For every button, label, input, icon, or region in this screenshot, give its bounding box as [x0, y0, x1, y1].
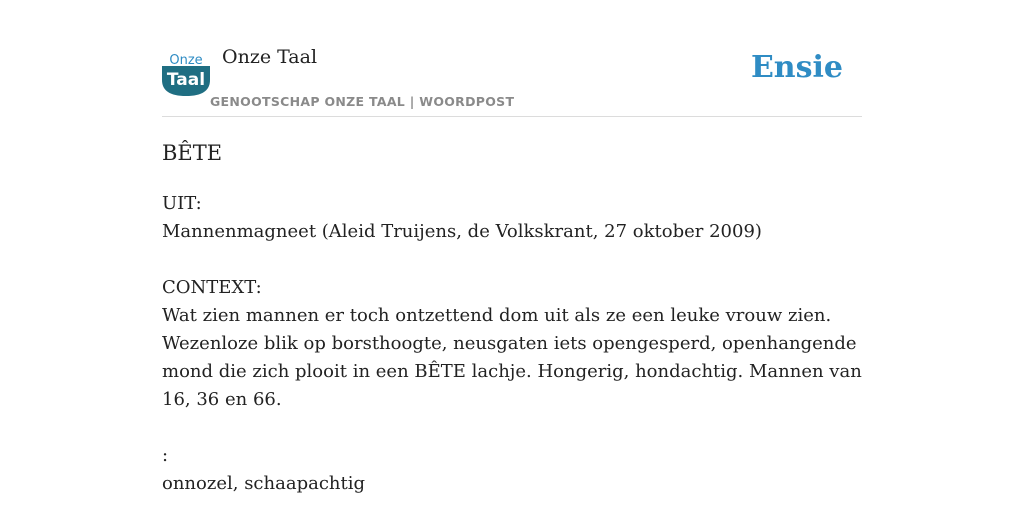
meaning-text: onnozel, schaapachtig	[162, 473, 366, 494]
site-header	[162, 40, 862, 117]
spacer	[162, 246, 862, 274]
source-label: UIT:	[162, 193, 202, 214]
logo-line2: Taal	[166, 70, 206, 90]
context-label: CONTEXT:	[162, 277, 262, 298]
spacer	[162, 414, 862, 442]
entry-title: BÊTE	[162, 141, 223, 165]
meaning-label: :	[162, 445, 169, 466]
entry-body	[162, 190, 862, 498]
logo-line1: Onze	[169, 53, 203, 68]
ensie-logo[interactable]: Ensie	[750, 50, 843, 85]
context-text: Wat zien mannen er toch ontzettend dom uit als ze een leuke vrouw zien. Wezenloze blik op borsthoogte, neusgaten iets opengesperd, openhangende mond die zich plooit in een BÊTE lachje. Hongerig, hondachtig. Mannen van 16, 36 en 66.	[162, 305, 862, 410]
site-name[interactable]: Onze Taal	[222, 46, 318, 68]
site-subtitle: GENOOTSCHAP ONZE TAAL | WOORDPOST	[210, 94, 515, 109]
source-text: Mannenmagneet (Aleid Truijens, de Volkskrant, 27 oktober 2009)	[162, 221, 762, 242]
onze-taal-logo[interactable]	[162, 52, 210, 96]
entry-content	[162, 138, 862, 498]
